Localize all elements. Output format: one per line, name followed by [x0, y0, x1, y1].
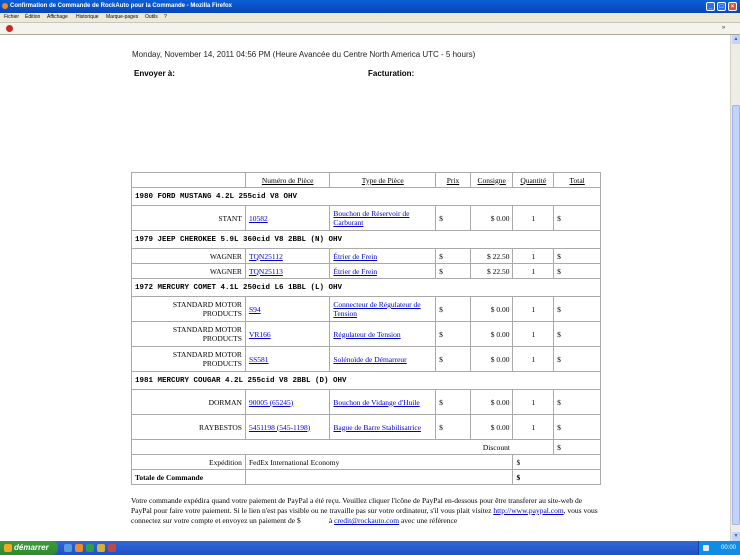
- paypal-link[interactable]: http://www.paypal.com: [493, 506, 564, 515]
- firefox-icon: [2, 3, 8, 9]
- item-deposit: $ 0.00: [470, 322, 513, 347]
- item-total: $: [554, 206, 601, 231]
- part-number-link[interactable]: 10582: [248, 213, 268, 223]
- item-brand: RAYBESTOS: [132, 415, 246, 440]
- scroll-down-icon[interactable]: ▼: [733, 533, 739, 539]
- item-price: $: [436, 206, 471, 231]
- navigation-toolbar: [0, 22, 740, 35]
- part-number-link[interactable]: S94: [248, 304, 261, 314]
- system-tray: [698, 541, 740, 555]
- item-total: $: [554, 415, 601, 440]
- payment-instructions: Votre commande expédira quand votre paiement de PayPal a été reçu. Veuillez cliquer l'icône de PayPal en-dessous pour être transferer au site-web de PayPal pour faire votre paiement. Si le lien n'est pas visible ou ne travaille pas sur votre ordinateur, s'il vous plait visitez http://www.paypal.com, vous vous connectez sur votre compte et envoyez un paiement de $ à credit@rockauto.com avec une référence: [131, 496, 598, 525]
- shipping-value: $: [513, 455, 601, 470]
- item-quantity: 1: [513, 264, 554, 279]
- order-table: [131, 172, 601, 485]
- item-brand: STANT: [132, 206, 246, 231]
- speaker-icon[interactable]: [703, 545, 709, 551]
- header-deposit: Consigne: [477, 175, 506, 185]
- table-row: [132, 264, 601, 279]
- order-total-row: [132, 470, 601, 485]
- item-quantity: 1: [513, 249, 554, 264]
- menu-tools[interactable]: Outils: [145, 14, 158, 20]
- windows-logo-icon: [4, 544, 12, 552]
- discount-label: Discount: [132, 440, 513, 455]
- item-brand: WAGNER: [132, 264, 246, 279]
- vehicle-row: [132, 231, 601, 249]
- part-number-link[interactable]: TQN25112: [248, 251, 283, 261]
- order-date: Monday, November 14, 2011 04:56 PM (Heure Avancée du Centre North America UTC - 5 hours): [132, 50, 476, 59]
- item-deposit: $ 0.00: [470, 347, 513, 372]
- item-brand: STANDARD MOTOR PRODUCTS: [132, 297, 246, 322]
- item-total: $: [554, 347, 601, 372]
- page-content: [0, 35, 730, 541]
- stop-icon[interactable]: [6, 25, 13, 32]
- item-quantity: 1: [513, 322, 554, 347]
- scrollbar-thumb[interactable]: [732, 105, 740, 525]
- vehicle-row: [132, 188, 601, 206]
- table-row: [132, 249, 601, 264]
- item-price: $: [436, 297, 471, 322]
- part-type-link[interactable]: Bouchon de Réservoir de Carburant: [333, 209, 410, 227]
- part-type-link[interactable]: Solénoïde de Démarreur: [333, 354, 407, 364]
- table-header-row: [132, 173, 601, 188]
- item-deposit: $ 0.00: [470, 297, 513, 322]
- close-button[interactable]: ×: [728, 2, 737, 11]
- item-price: $: [436, 322, 471, 347]
- order-total-value: $: [513, 470, 601, 485]
- header-part-number: Numéro de Pièce: [261, 175, 314, 185]
- vehicle-row: [132, 372, 601, 390]
- part-type-link[interactable]: Bague de Barre Stabilisatrice: [333, 422, 422, 432]
- shipping-method: FedEx International Economy: [245, 455, 513, 470]
- taskbar: [0, 541, 740, 555]
- menu-file[interactable]: Fichier: [4, 14, 20, 20]
- table-row: [132, 297, 601, 322]
- item-deposit: $ 22.50: [470, 249, 513, 264]
- item-price: $: [436, 347, 471, 372]
- item-deposit: $ 0.00: [470, 390, 513, 415]
- item-deposit: $ 22.50: [470, 264, 513, 279]
- minimize-button[interactable]: _: [706, 2, 715, 11]
- menu-bookmarks[interactable]: Marque-pages: [106, 14, 139, 20]
- vehicle-name: 1981 MERCURY COUGAR 4.2L 255cid V8 2BBL (D) OHV: [132, 372, 601, 390]
- part-type-link[interactable]: Étrier de Frein: [333, 266, 378, 276]
- item-total: $: [554, 264, 601, 279]
- part-type-link[interactable]: Étrier de Frein: [333, 251, 378, 261]
- vertical-scrollbar[interactable]: [730, 35, 740, 541]
- email-link[interactable]: credit@rockauto.com: [334, 516, 400, 525]
- vehicle-name: 1980 FORD MUSTANG 4.2L 255cid V8 OHV: [132, 188, 601, 206]
- folder-taskbar-icon[interactable]: [97, 544, 105, 552]
- part-number-link[interactable]: TQN25113: [248, 266, 283, 276]
- menu-bar: [0, 13, 740, 22]
- item-quantity: 1: [513, 297, 554, 322]
- menu-edit[interactable]: Édition: [25, 14, 41, 20]
- table-row: [132, 347, 601, 372]
- item-quantity: 1: [513, 390, 554, 415]
- item-total: $: [554, 390, 601, 415]
- item-quantity: 1: [513, 206, 554, 231]
- item-total: $: [554, 297, 601, 322]
- table-row: [132, 415, 601, 440]
- item-brand: STANDARD MOTOR PRODUCTS: [132, 347, 246, 372]
- part-number-link[interactable]: VR166: [248, 329, 271, 339]
- bill-to-label: Facturation:: [368, 69, 415, 78]
- part-type-link[interactable]: Bouchon de Vidange d'Huile: [333, 397, 420, 407]
- header-total: Total: [569, 175, 585, 185]
- item-deposit: $ 0.00: [470, 415, 513, 440]
- header-quantity: Quantité: [520, 175, 547, 185]
- part-number-link[interactable]: 5451198 (545-1198): [248, 422, 311, 432]
- start-button[interactable]: démarrer: [0, 541, 58, 555]
- item-quantity: 1: [513, 415, 554, 440]
- window-titlebar: [0, 0, 740, 13]
- item-deposit: $ 0.00: [470, 206, 513, 231]
- window-title: Confirmation de Commande de RockAuto pour la Commande - Mozilla Firefox: [10, 3, 233, 9]
- maximize-button[interactable]: □: [717, 2, 726, 11]
- item-brand: DORMAN: [132, 390, 246, 415]
- item-price: $: [436, 415, 471, 440]
- item-total: $: [554, 322, 601, 347]
- part-type-link[interactable]: Connecteur de Régulateur de Tension: [333, 300, 421, 318]
- table-row: [132, 322, 601, 347]
- app-taskbar-icon[interactable]: [86, 544, 94, 552]
- discount-value: $: [554, 440, 601, 455]
- item-brand: WAGNER: [132, 249, 246, 264]
- header-price: Prix: [446, 175, 460, 185]
- item-total: $: [554, 249, 601, 264]
- show-desktop-icon[interactable]: [64, 544, 72, 552]
- part-type-link[interactable]: Régulateur de Tension: [333, 329, 401, 339]
- table-row: [132, 390, 601, 415]
- shipping-row: [132, 455, 601, 470]
- item-price: $: [436, 249, 471, 264]
- part-number-link[interactable]: SS581: [248, 354, 269, 364]
- ship-to-label: Envoyer à:: [134, 69, 175, 78]
- menu-help[interactable]: ?: [164, 14, 167, 20]
- discount-row: [132, 440, 601, 455]
- table-row: [132, 206, 601, 231]
- shipping-label: Expédition: [132, 455, 246, 470]
- clock: 00:00: [720, 545, 736, 551]
- part-number-link[interactable]: 90005 (65245): [248, 397, 294, 407]
- vehicle-name: 1972 MERCURY COMET 4.1L 250cid L6 1BBL (L) OHV: [132, 279, 601, 297]
- item-brand: STANDARD MOTOR PRODUCTS: [132, 322, 246, 347]
- item-price: $: [436, 390, 471, 415]
- scroll-up-icon[interactable]: ▲: [733, 36, 739, 42]
- firefox-taskbar-icon[interactable]: [75, 544, 83, 552]
- vehicle-name: 1979 JEEP CHEROKEE 5.9L 360cid V8 2BBL (N) OHV: [132, 231, 601, 249]
- menu-history[interactable]: Historique: [76, 14, 99, 20]
- vehicle-row: [132, 279, 601, 297]
- menu-view[interactable]: Affichage: [47, 14, 68, 20]
- item-price: $: [436, 264, 471, 279]
- item-quantity: 1: [513, 347, 554, 372]
- media-taskbar-icon[interactable]: [108, 544, 116, 552]
- header-part-type: Type de Pièce: [361, 175, 404, 185]
- toolbar-overflow-icon[interactable]: »: [721, 25, 726, 31]
- order-total-label: Totale de Commande: [132, 470, 246, 485]
